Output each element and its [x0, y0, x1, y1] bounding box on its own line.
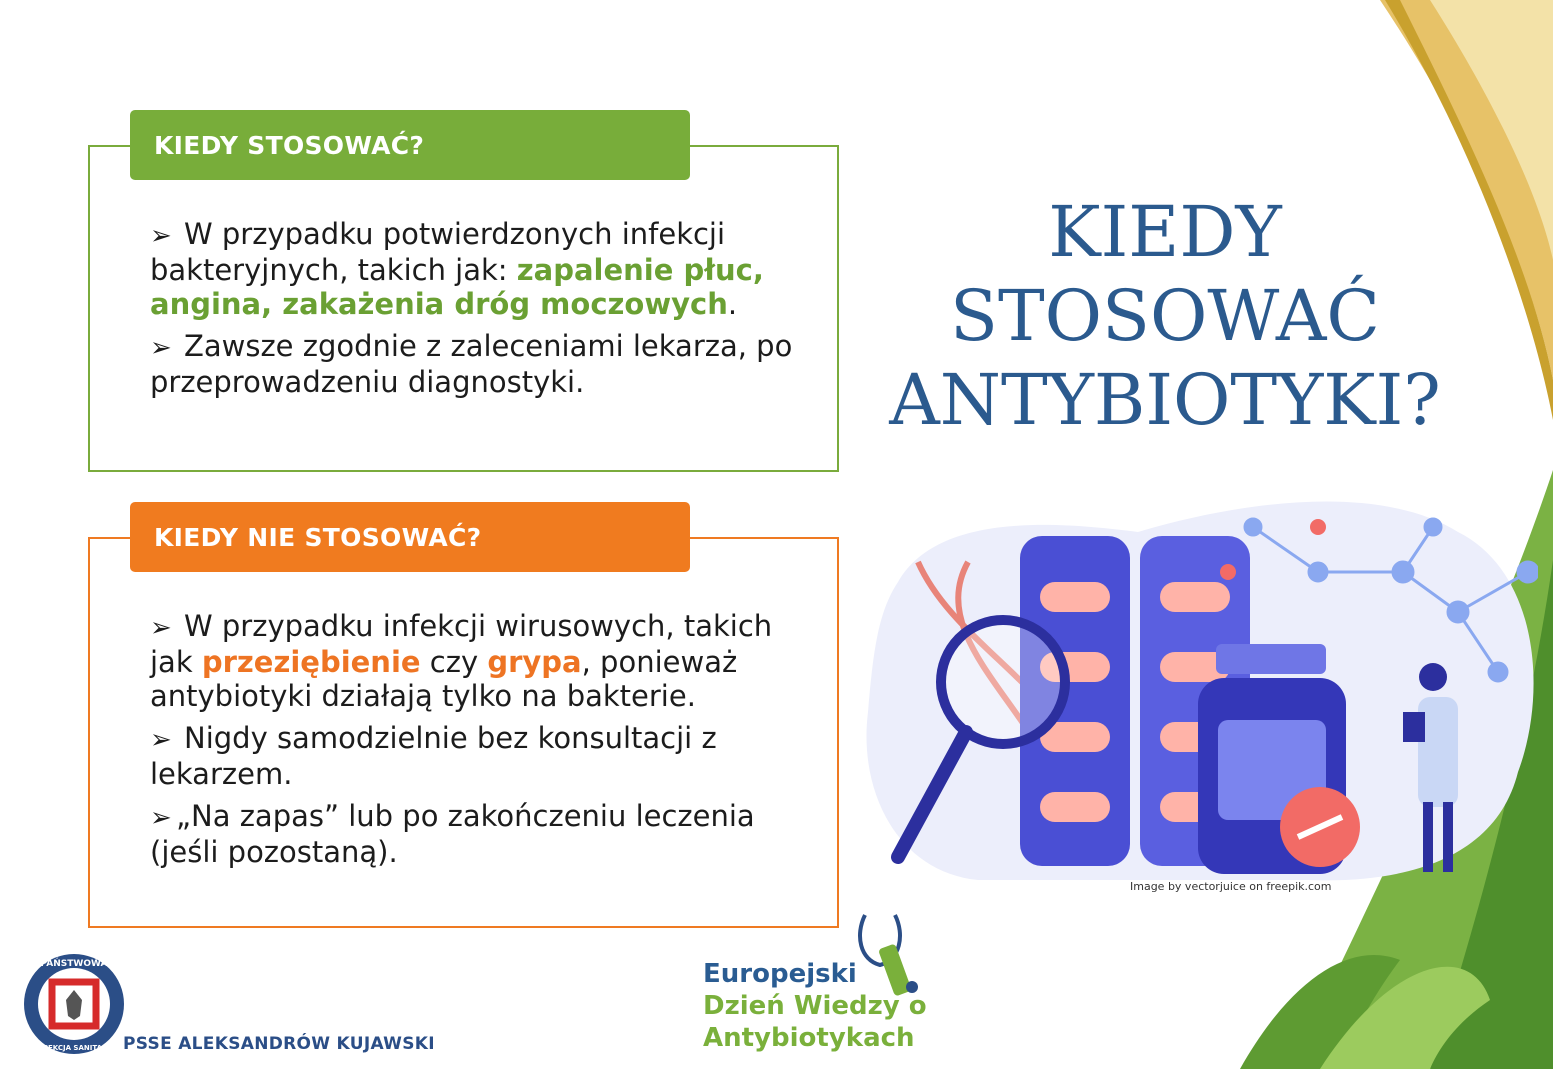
when-not-to-use-title: KIEDY NIE STOSOWAĆ?: [130, 502, 690, 572]
list-item: ➢ Nigdy samodzielnie bez konsultacji z lekarzem.: [150, 721, 717, 791]
arrow-bullet-icon: ➢: [150, 221, 172, 251]
list-item: ➢ W przypadku infekcji wirusowych, takich jak przeziębienie czy grypa, ponieważ antybiotyki działają tylko na bakterie.: [150, 609, 773, 713]
arrow-bullet-icon: ➢: [150, 613, 172, 643]
when-not-to-use-list: [150, 609, 810, 877]
svg-text:INSPEKCJA SANITARNA: INSPEKCJA SANITARNA: [29, 1044, 119, 1052]
arrow-bullet-icon: ➢: [150, 803, 172, 833]
arrow-bullet-icon: ➢: [150, 725, 172, 755]
list-item: ➢ W przypadku potwierdzonych infekcji bakteryjnych, takich jak: zapalenie płuc, angina, zakażenia dróg moczowych.: [150, 217, 764, 321]
highlight-flu: grypa: [487, 645, 582, 679]
antibiotics-illustration: [858, 492, 1538, 884]
sanitary-inspection-seal-icon: [22, 952, 126, 1056]
page-title: KIEDY STOSOWAĆ ANTYBIOTYKI?: [889, 191, 1441, 441]
when-to-use-list: [150, 217, 810, 407]
list-item: ➢ Zawsze zgodnie z zaleceniami lekarza, po przeprowadzeniu diagnostyki.: [150, 329, 793, 399]
highlight-cold: przeziębienie: [201, 645, 421, 679]
when-to-use-title: KIEDY STOSOWAĆ?: [130, 110, 690, 180]
list-item: ➢ „Na zapas” lub po zakończeniu leczenia (jeśli pozostaną).: [150, 799, 755, 869]
psse-label: PSSE ALEKSANDRÓW KUJAWSKI: [123, 1034, 435, 1054]
svg-text:PAŃSTWOWA: PAŃSTWOWA: [40, 959, 108, 969]
highlight-diseases: zapalenie płuc, angina, zakażenia dróg moczowych: [150, 253, 764, 321]
arrow-bullet-icon: ➢: [150, 333, 172, 363]
image-credit: Image by vectorjuice on freepik.com: [1130, 880, 1332, 893]
eaad-logo: Europejski Dzień Wiedzy o Antybiotykach: [703, 959, 927, 1053]
